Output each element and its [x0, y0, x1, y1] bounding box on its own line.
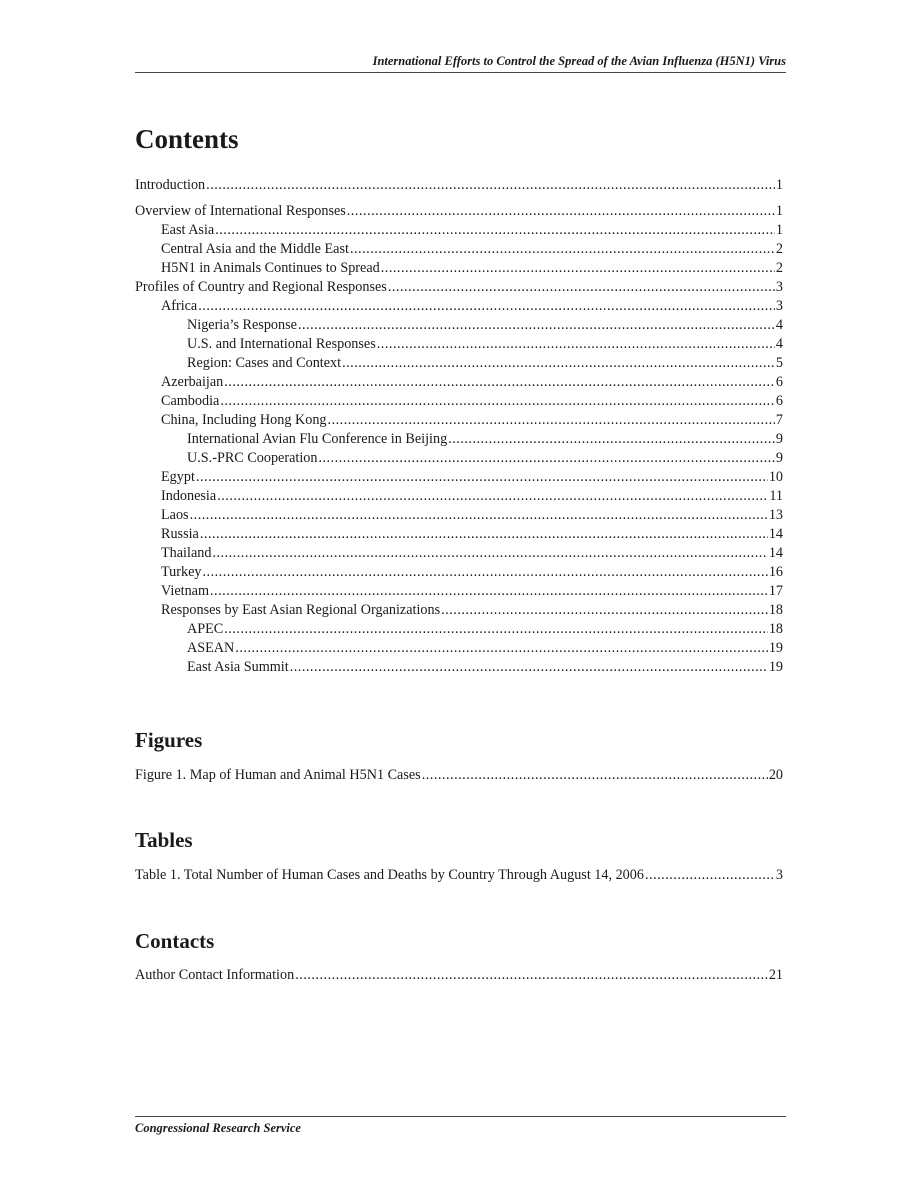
toc-entry-asean[interactable]: ASEAN ..... 19: [135, 639, 783, 658]
toc-entry-east-asia-summit[interactable]: East Asia Summit ..... 19: [135, 658, 783, 677]
toc-entry-russia[interactable]: Russia ..... 14: [135, 525, 783, 544]
toc-entry-laos[interactable]: Laos ..... 13: [135, 506, 783, 525]
toc-entry-region-cases[interactable]: Region: Cases and Context ..... 5: [135, 354, 783, 373]
toc-entry-indonesia[interactable]: Indonesia ..... 11: [135, 487, 783, 506]
contents-title: Contents: [135, 124, 239, 154]
tables-title: Tables: [135, 828, 193, 852]
toc-entry-beijing-conference[interactable]: International Avian Flu Conference in Beijing ..... 9: [135, 430, 783, 449]
toc-entry-author-contact[interactable]: Author Contact Information ..... 21: [135, 966, 783, 985]
toc-entry-east-asia[interactable]: East Asia ..... 1: [135, 221, 783, 240]
toc-entry-figure-1[interactable]: Figure 1. Map of Human and Animal H5N1 Cases ..... 20: [135, 766, 783, 785]
tables-list: [135, 866, 783, 885]
toc-entry-us-prc[interactable]: U.S.-PRC Cooperation ..... 9: [135, 449, 783, 468]
contacts-list: [135, 966, 783, 985]
figures-list: [135, 766, 783, 785]
toc-entry-africa[interactable]: Africa ..... 3: [135, 297, 783, 316]
toc-entry-regional-orgs[interactable]: Responses by East Asian Regional Organizations ..... 18: [135, 601, 783, 620]
running-header: [135, 54, 786, 73]
toc-entry-cambodia[interactable]: Cambodia ..... 6: [135, 392, 783, 411]
toc-entry-overview[interactable]: Overview of International Responses ..... 1: [135, 202, 783, 221]
toc-entry-h5n1-animals[interactable]: H5N1 in Animals Continues to Spread ..... 2: [135, 259, 783, 278]
toc-entry-profiles[interactable]: Profiles of Country and Regional Responses ..... 3: [135, 278, 783, 297]
toc-entry-azerbaijan[interactable]: Azerbaijan ..... 6: [135, 373, 783, 392]
toc-entry-apec[interactable]: APEC ..... 18: [135, 620, 783, 639]
toc-entry-egypt[interactable]: Egypt ..... 10: [135, 468, 783, 487]
toc-entry-thailand[interactable]: Thailand ..... 14: [135, 544, 783, 563]
toc-entry-central-asia[interactable]: Central Asia and the Middle East ..... 2: [135, 240, 783, 259]
footer-text: Congressional Research Service: [135, 1121, 301, 1135]
toc-entry-nigeria[interactable]: Nigeria’s Response ..... 4: [135, 316, 783, 335]
toc-entry-china[interactable]: China, Including Hong Kong ..... 7: [135, 411, 783, 430]
toc-entry-vietnam[interactable]: Vietnam ..... 17: [135, 582, 783, 601]
running-title: International Efforts to Control the Spread of the Avian Influenza (H5N1) Virus: [372, 54, 786, 68]
toc-entry-table-1[interactable]: Table 1. Total Number of Human Cases and Deaths by Country Through August 14, 2006 ..... 3: [135, 866, 783, 885]
toc-entry-us-intl-responses[interactable]: U.S. and International Responses ..... 4: [135, 335, 783, 354]
figures-title: Figures: [135, 728, 203, 752]
contents-list: [135, 176, 783, 677]
contacts-title: Contacts: [135, 929, 215, 953]
toc-entry-turkey[interactable]: Turkey ..... 16: [135, 563, 783, 582]
toc-entry-introduction[interactable]: Introduction ..... 1: [135, 176, 783, 195]
page-footer: [135, 1116, 786, 1136]
